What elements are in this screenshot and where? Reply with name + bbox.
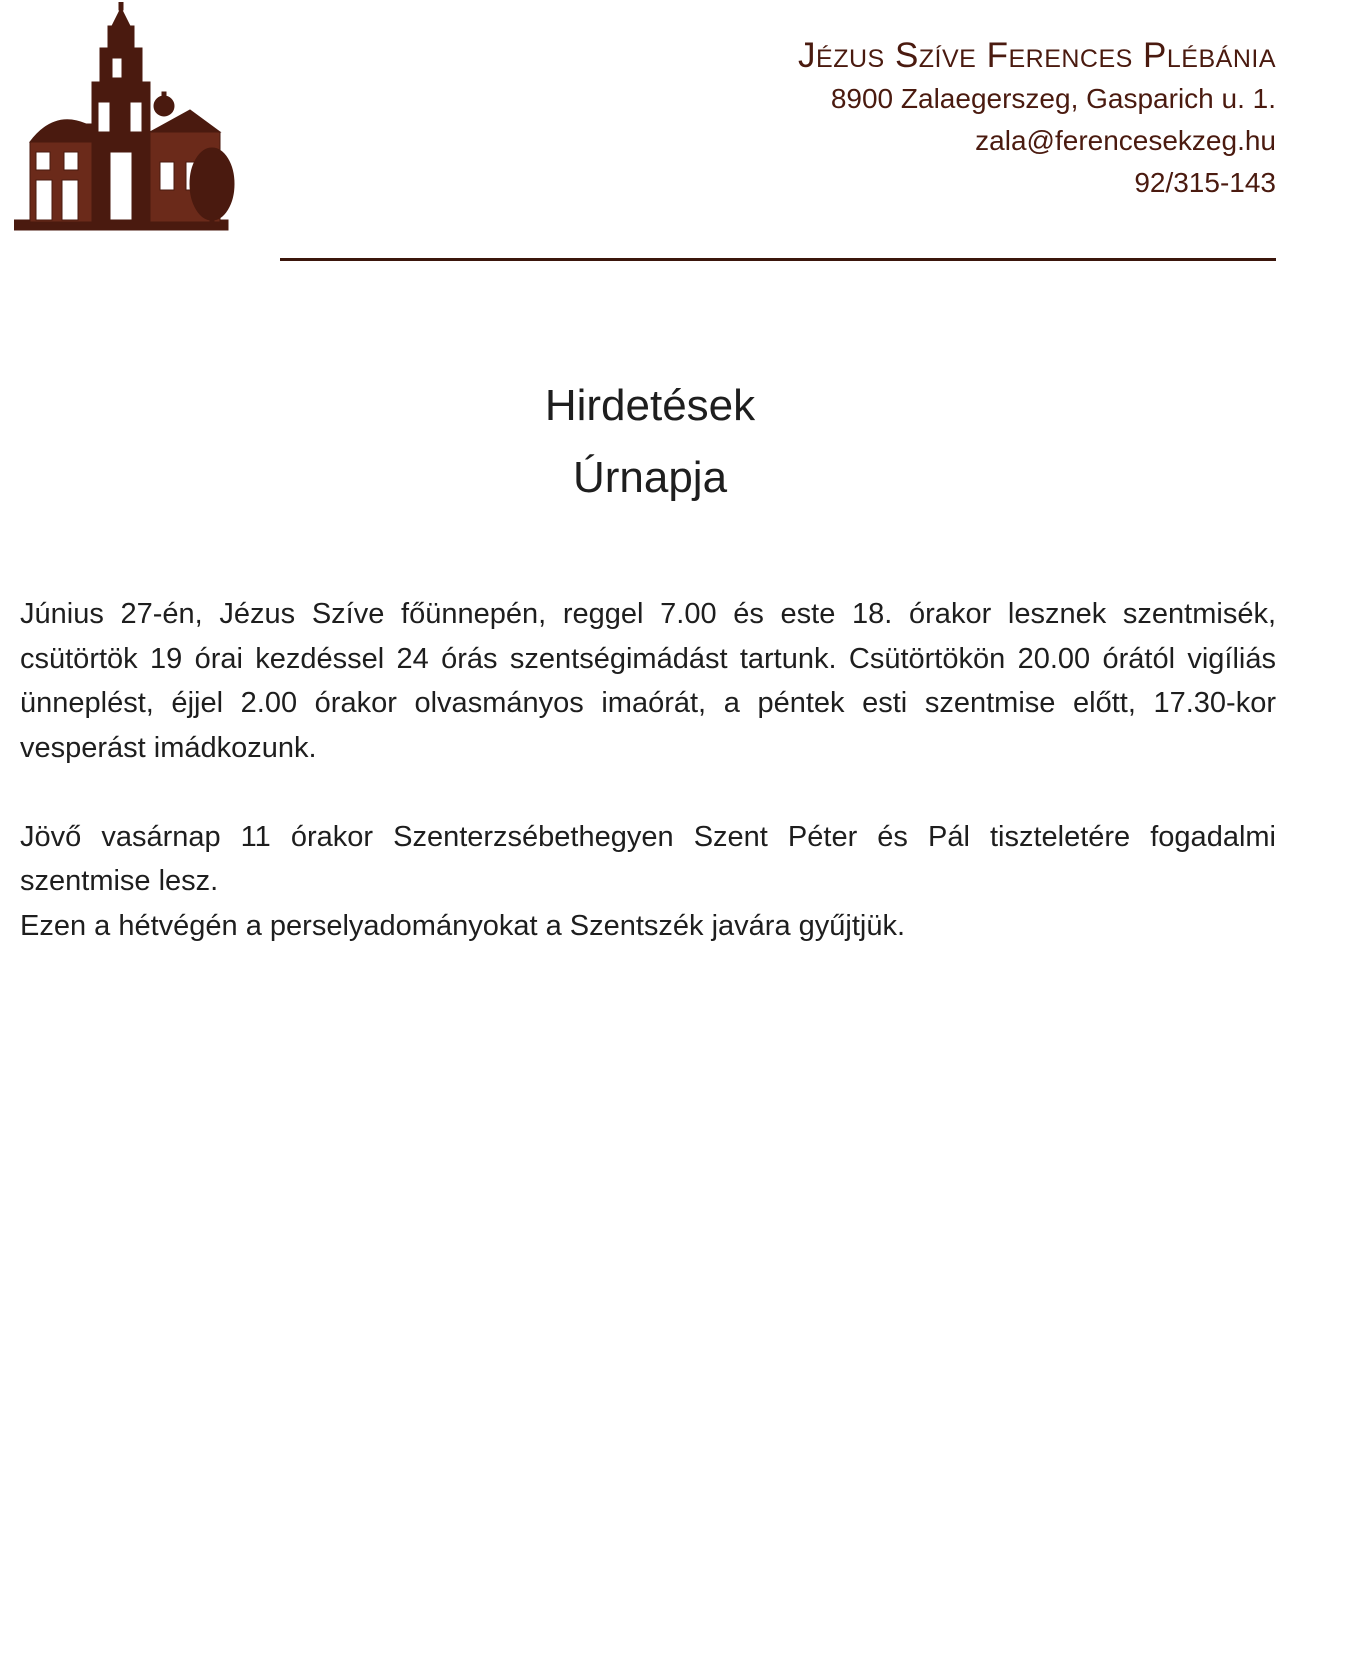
organization-name: Jézus Szíve Ferences Plébánia — [798, 36, 1276, 75]
phone: 92/315-143 — [1134, 167, 1276, 198]
email: zala@ferencesekzeg.hu — [975, 125, 1276, 156]
announcement-paragraph: Június 27-én, Jézus Szíve főünnepén, reggel 7.00 és este 18. órakor lesznek szentmisék, csütörtök 19 órai kezdéssel 24 órás szentségimádást tartunk. Csütörtökön 20.00 órától vigíliás ünneplést, éjjel 2.00 órakor olvasmányos imaórát, a péntek esti szentmise előtt, 17.30-kor vesperást imádkozunk. — [20, 598, 1276, 764]
page-subtitle: Úrnapja — [572, 453, 728, 502]
title-block — [0, 370, 1300, 514]
church-building-icon — [14, 2, 244, 237]
address: 8900 Zalaegerszeg, Gasparich u. 1. — [830, 83, 1276, 114]
announcement-paragraph: Ezen a hétvégén a perselyadományokat a Szentszék javára gyűjtjük. — [20, 909, 906, 942]
page-title: Hirdetések — [544, 381, 756, 430]
parish-header — [798, 34, 1276, 204]
header-divider — [280, 258, 1276, 261]
paragraph-spacer — [20, 770, 1276, 815]
announcements — [20, 592, 1276, 948]
announcement-paragraph: Jövő vasárnap 11 órakor Szenterzsébethegyen Szent Péter és Pál tiszteletére fogadalmi szentmise lesz. — [20, 820, 1276, 897]
